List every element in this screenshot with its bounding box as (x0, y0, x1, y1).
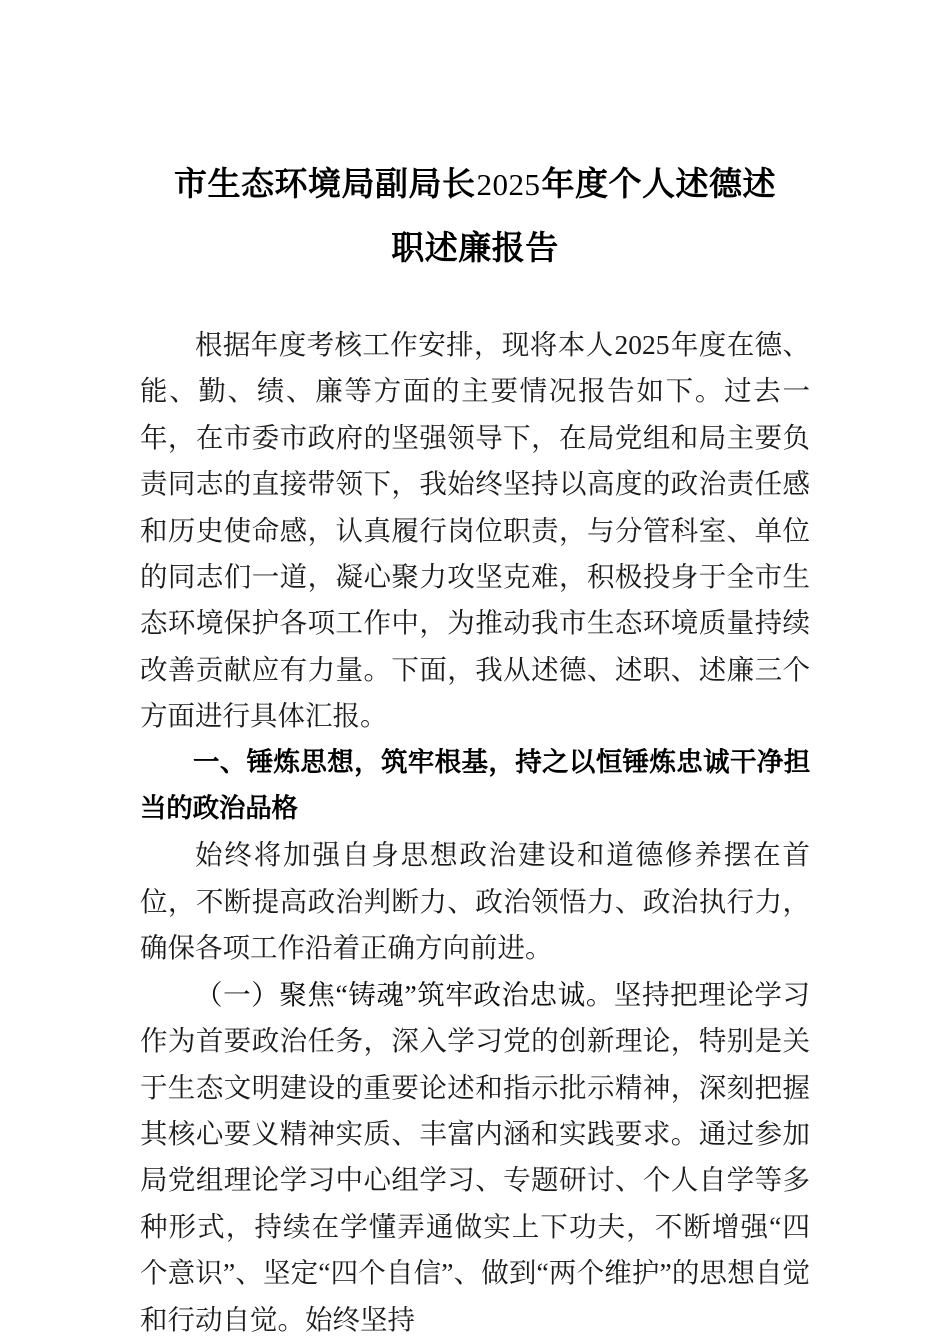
title-line-1: 市生态环境局副局长 (174, 164, 476, 203)
title-line-1-tail: 年度个人述德述 (541, 164, 776, 203)
paragraph-section-1-1 (140, 972, 810, 1343)
intro-year: 2025 (614, 329, 670, 360)
page-title (140, 0, 810, 279)
document-content-column (140, 0, 810, 1343)
title-line-2: 职述廉报告 (391, 228, 559, 267)
subsection-lead-1-1: （一）聚焦“铸魂”筑牢政治忠诚。 (195, 978, 614, 1010)
heading-section-1: 一、锤炼思想，筑牢根基，持之以恒锤炼忠诚干净担当的政治品格 (140, 746, 810, 825)
paragraph-intro: 根据年度考核工作安排，现将本人2025年度在德、能、勤、绩、廉等方面的主要情况报告如下。过去一年，在市委市政府的坚强领导下，在局党组和局主要负责同志的直接带领下，我始终坚持以高度的政治责任感和历史使命感，认真履行岗位职责，与分管科室、单位的同志们一道，凝心聚力攻坚克难，积极投身于全市生态环境保护各项工作中，为推动我市生态环境质量持续改善贡献应有力量。下面，我从述德、述职、述廉三个方面进行具体汇报。 (140, 329, 810, 732)
paragraph-section-1-intro: 始终将加强自身思想政治建设和道德修养摆在首位，不断提高政治判断力、政治领悟力、政治执行力，确保各项工作沿着正确方向前进。 (140, 839, 810, 964)
subsection-body-1-1: 坚持把理论学习作为首要政治任务，深入学习党的创新理论，特别是关于生态文明建设的重要论述和指示批示精神，深刻把握其核心要义精神实质、丰富内涵和实践要求。通过参加局党组理论学习中心组学习、专题研讨、个人自学等多种形式，持续在学懂弄通做实上下功夫，不断增强“四个意识”、坚定“四个自信”、做到“两个维护”的思想自觉和行动自觉。始终坚持 (140, 978, 810, 1335)
title-year: 2025 (476, 167, 541, 202)
